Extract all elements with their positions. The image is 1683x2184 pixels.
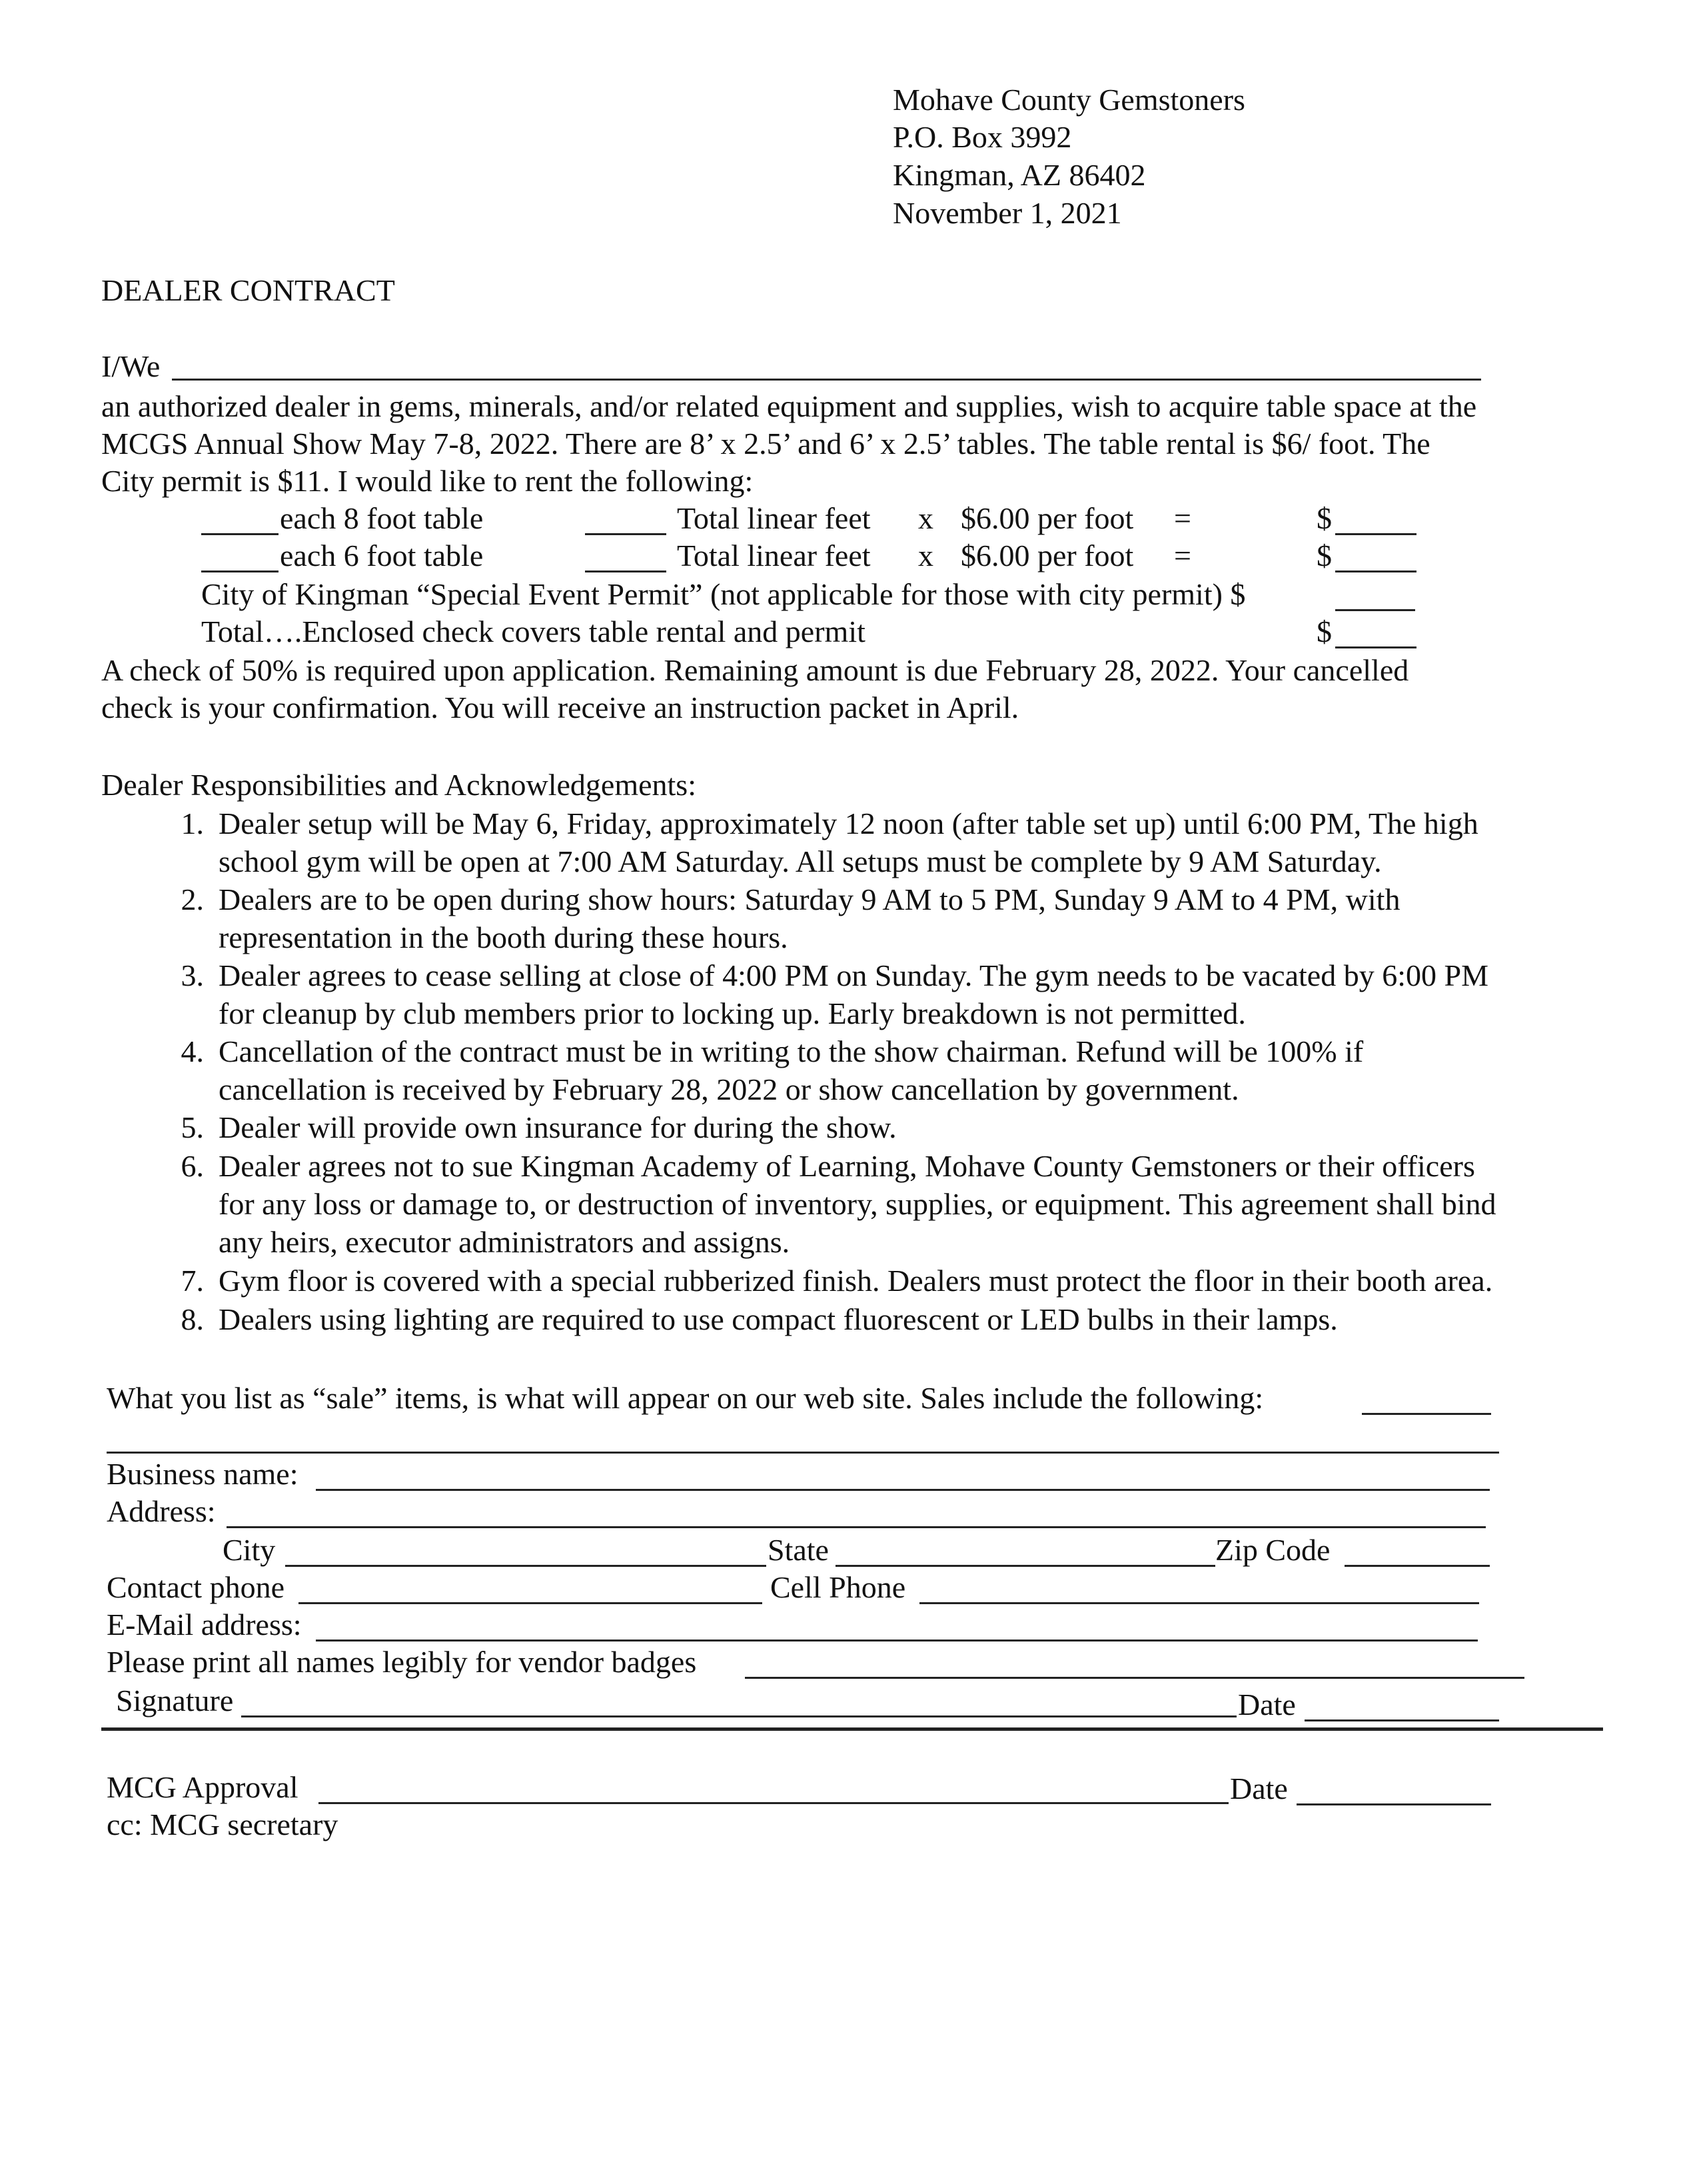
total-dollar: $: [1317, 614, 1332, 648]
list-item: [144, 1033, 1363, 1070]
email-field[interactable]: [316, 1639, 1478, 1641]
org-name: Mohave County Gemstoners: [893, 83, 1245, 117]
page-title: DEALER CONTRACT: [101, 273, 395, 307]
payment-line-2: check is your confirmation. You will receive an instruction packet in April.: [101, 690, 1019, 724]
cell-phone-label: Cell Phone: [770, 1570, 906, 1604]
row2-eq: =: [1174, 539, 1191, 572]
city-label: City: [223, 1533, 276, 1567]
contact-phone-field[interactable]: [298, 1602, 762, 1604]
sales-line: What you list as “sale” items, is what will appear on our web site. Sales include the following:: [107, 1381, 1264, 1415]
list-text: Gym floor is covered with a special rubberized finish. Dealers must protect the floor in their booth area.: [219, 1264, 1493, 1298]
list-item: [144, 881, 1400, 918]
payment-line-1: A check of 50% is required upon application. Remaining amount is due February 28, 2022. Your cancelled: [101, 653, 1409, 687]
row1-eq: =: [1174, 501, 1191, 535]
list-number: 4.: [181, 1034, 204, 1068]
contact-phone-label: Contact phone: [107, 1570, 284, 1604]
row2-dollar: $: [1317, 539, 1332, 572]
business-name-field[interactable]: [316, 1489, 1490, 1491]
row1-label: each 8 foot table: [280, 501, 484, 535]
badges-field[interactable]: [745, 1677, 1524, 1679]
row1-linear-label: Total linear feet: [677, 501, 871, 535]
list-text-cont: representation in the booth during these hours.: [219, 920, 788, 954]
row1-linear-blank[interactable]: [585, 533, 666, 535]
approval-date-label: Date: [1230, 1771, 1288, 1805]
row2-label: each 6 foot table: [280, 539, 484, 572]
row2-linear-label: Total linear feet: [677, 539, 871, 572]
list-text: Dealer agrees to cease selling at close of 4:00 PM on Sunday. The gym needs to be vacated by 6:00 PM: [219, 958, 1488, 992]
list-item: [144, 1301, 1338, 1338]
intro-line-1: an authorized dealer in gems, minerals, and/or related equipment and supplies, wish to acquire table space at the: [101, 389, 1477, 423]
city-state: Kingman, AZ 86402: [893, 158, 1146, 192]
list-text-cont: any heirs, executor administrators and assigns.: [219, 1225, 790, 1259]
address-label: Address:: [107, 1494, 216, 1528]
row1-x: x: [918, 501, 933, 535]
list-number: 5.: [181, 1110, 204, 1144]
list-item: [144, 1148, 1475, 1185]
sales-blank-1[interactable]: [1362, 1413, 1491, 1415]
po-box: P.O. Box 3992: [893, 120, 1072, 154]
permit-line: City of Kingman “Special Event Permit” (not applicable for those with city permit) $: [201, 577, 1246, 611]
state-label: State: [768, 1533, 829, 1567]
list-text: Dealers using lighting are required to use compact fluorescent or LED bulbs in their lamps.: [219, 1302, 1338, 1336]
approval-date-field[interactable]: [1297, 1803, 1491, 1805]
business-name-label: Business name:: [107, 1457, 298, 1491]
list-text-cont: for cleanup by club members prior to locking up. Early breakdown is not permitted.: [219, 996, 1246, 1030]
approval-field[interactable]: [318, 1802, 1229, 1804]
sales-blank-2[interactable]: [107, 1452, 1499, 1454]
list-text: Dealer setup will be May 6, Friday, approximately 12 noon (after table set up) until 6:00 PM, The high: [219, 806, 1478, 840]
row2-qty-blank[interactable]: [201, 570, 279, 572]
intro-line-2: MCGS Annual Show May 7-8, 2022. There are 8’ x 2.5’ and 6’ x 2.5’ tables. The table rental is $6/ foot. The: [101, 427, 1430, 461]
cell-phone-field[interactable]: [919, 1602, 1479, 1604]
intro-line-3: City permit is $11. I would like to rent the following:: [101, 464, 754, 498]
list-number: 6.: [181, 1149, 204, 1183]
list-number: 2.: [181, 882, 204, 916]
permit-amount-blank[interactable]: [1335, 609, 1415, 611]
iwe-blank-line[interactable]: [172, 379, 1481, 381]
total-line: Total….Enclosed check covers table rental and permit: [201, 614, 865, 648]
signature-date-label: Date: [1238, 1687, 1296, 1721]
address-field[interactable]: [227, 1526, 1486, 1528]
row1-qty-blank[interactable]: [201, 533, 279, 535]
row1-amount-blank[interactable]: [1335, 533, 1416, 535]
list-text: Cancellation of the contract must be in writing to the show chairman. Refund will be 100% if: [219, 1034, 1364, 1068]
divider: [101, 1727, 1603, 1731]
row2-linear-blank[interactable]: [585, 570, 666, 572]
list-number: 8.: [181, 1302, 204, 1336]
row2-x: x: [918, 539, 933, 572]
badges-label: Please print all names legibly for vendor badges: [107, 1645, 697, 1679]
row2-rate: $6.00 per foot: [961, 539, 1134, 572]
cc-line: cc: MCG secretary: [107, 1807, 338, 1841]
row2-amount-blank[interactable]: [1335, 570, 1416, 572]
state-field[interactable]: [836, 1565, 1215, 1567]
row1-dollar: $: [1317, 501, 1332, 535]
list-item: [144, 957, 1488, 994]
list-number: 1.: [181, 806, 204, 840]
list-text: Dealer agrees not to sue Kingman Academy of Learning, Mohave County Gemstoners or their officers: [219, 1149, 1475, 1183]
list-text: Dealer will provide own insurance for during the show.: [219, 1110, 897, 1144]
signature-label: Signature: [116, 1683, 234, 1717]
iwe-label: I/We: [101, 349, 161, 383]
list-item: [144, 1109, 897, 1146]
list-number: 7.: [181, 1264, 204, 1298]
list-text-cont: school gym will be open at 7:00 AM Saturday. All setups must be complete by 9 AM Saturday.: [219, 844, 1382, 878]
list-text: Dealers are to be open during show hours: Saturday 9 AM to 5 PM, Sunday 9 AM to 4 PM, with: [219, 882, 1401, 916]
total-amount-blank[interactable]: [1335, 646, 1416, 648]
email-label: E-Mail address:: [107, 1608, 302, 1641]
zip-label: Zip Code: [1215, 1533, 1331, 1567]
responsibilities-heading: Dealer Responsibilities and Acknowledgements:: [101, 768, 696, 802]
list-number: 3.: [181, 958, 204, 992]
list-item: [144, 805, 1478, 842]
city-field[interactable]: [285, 1565, 766, 1567]
signature-field[interactable]: [241, 1715, 1237, 1717]
list-text-cont: for any loss or damage to, or destruction of inventory, supplies, or equipment. This agreement shall bind: [219, 1187, 1496, 1221]
list-item: [144, 1262, 1492, 1300]
signature-date-field[interactable]: [1305, 1719, 1499, 1721]
list-text-cont: cancellation is received by February 28, 2022 or show cancellation by government.: [219, 1072, 1239, 1106]
row1-rate: $6.00 per foot: [961, 501, 1134, 535]
approval-label: MCG Approval: [107, 1770, 298, 1804]
letter-date: November 1, 2021: [893, 196, 1122, 230]
zip-field[interactable]: [1345, 1565, 1490, 1567]
